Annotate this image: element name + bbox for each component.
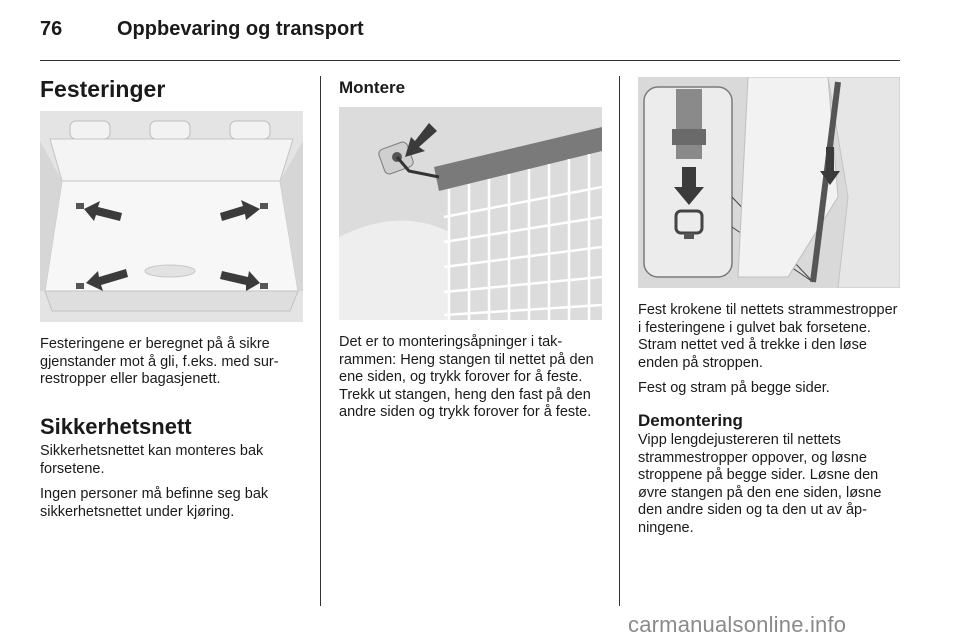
paragraph: Fest og stram på begge sider. (638, 380, 830, 396)
watermark: carmanualsonline.info (628, 612, 847, 637)
middle-column-text (339, 334, 604, 430)
header-rule (40, 60, 900, 61)
column-divider-right (619, 76, 620, 606)
left-column-text (40, 336, 305, 397)
paragraph: Ingen personer må befinne seg bak sikkerhetsnettet under kjøring. (40, 486, 269, 520)
section-heading-demontering: Demontering (638, 411, 743, 430)
paragraph: Festeringene er beregnet på å sikre gjenstander mot å gli, f.eks. med surrestropper eller bagasjenett. (40, 336, 279, 387)
paragraph: Det er to monteringsåpninger i takrammen: Heng stangen til nettet på den ene siden, og trykk forover for å feste. Trekk ut stangen, heng den fast på den andre siden og trykk forover for å feste. (339, 334, 594, 420)
section-heading-montere: Montere (339, 78, 406, 97)
chapter-title: Oppbevaring og transport (117, 18, 364, 40)
column-divider-left (320, 76, 321, 606)
paragraph: Sikkerhetsnettet kan monteres bak forsetene. (40, 443, 264, 477)
section-heading-sikkerhetsnett: Sikkerhetsnett (40, 414, 192, 439)
paragraph: Vipp lengdejustereren til nettets strammestropper oppover, og løsne stroppene på begge sider. Løsne den øvre stangen på den ene siden, løsne den andre siden og ta den ut av åpningene. (638, 432, 882, 536)
net-mounting-illustration (339, 107, 602, 320)
right-column-text-2 (638, 432, 902, 545)
page-number: 76 (40, 18, 63, 40)
left-column-text-2 (40, 443, 305, 529)
section-heading-festeringer: Festeringer (40, 76, 166, 102)
paragraph: Fest krokene til nettets strammestropper i festeringene i gulvet bak forsetene. Stram nettet ved å trekke i den løse enden på stroppen. (638, 302, 898, 371)
cargo-floor-illustration (40, 111, 303, 322)
strap-anchor-illustration (638, 77, 900, 288)
right-column-text (638, 302, 902, 406)
